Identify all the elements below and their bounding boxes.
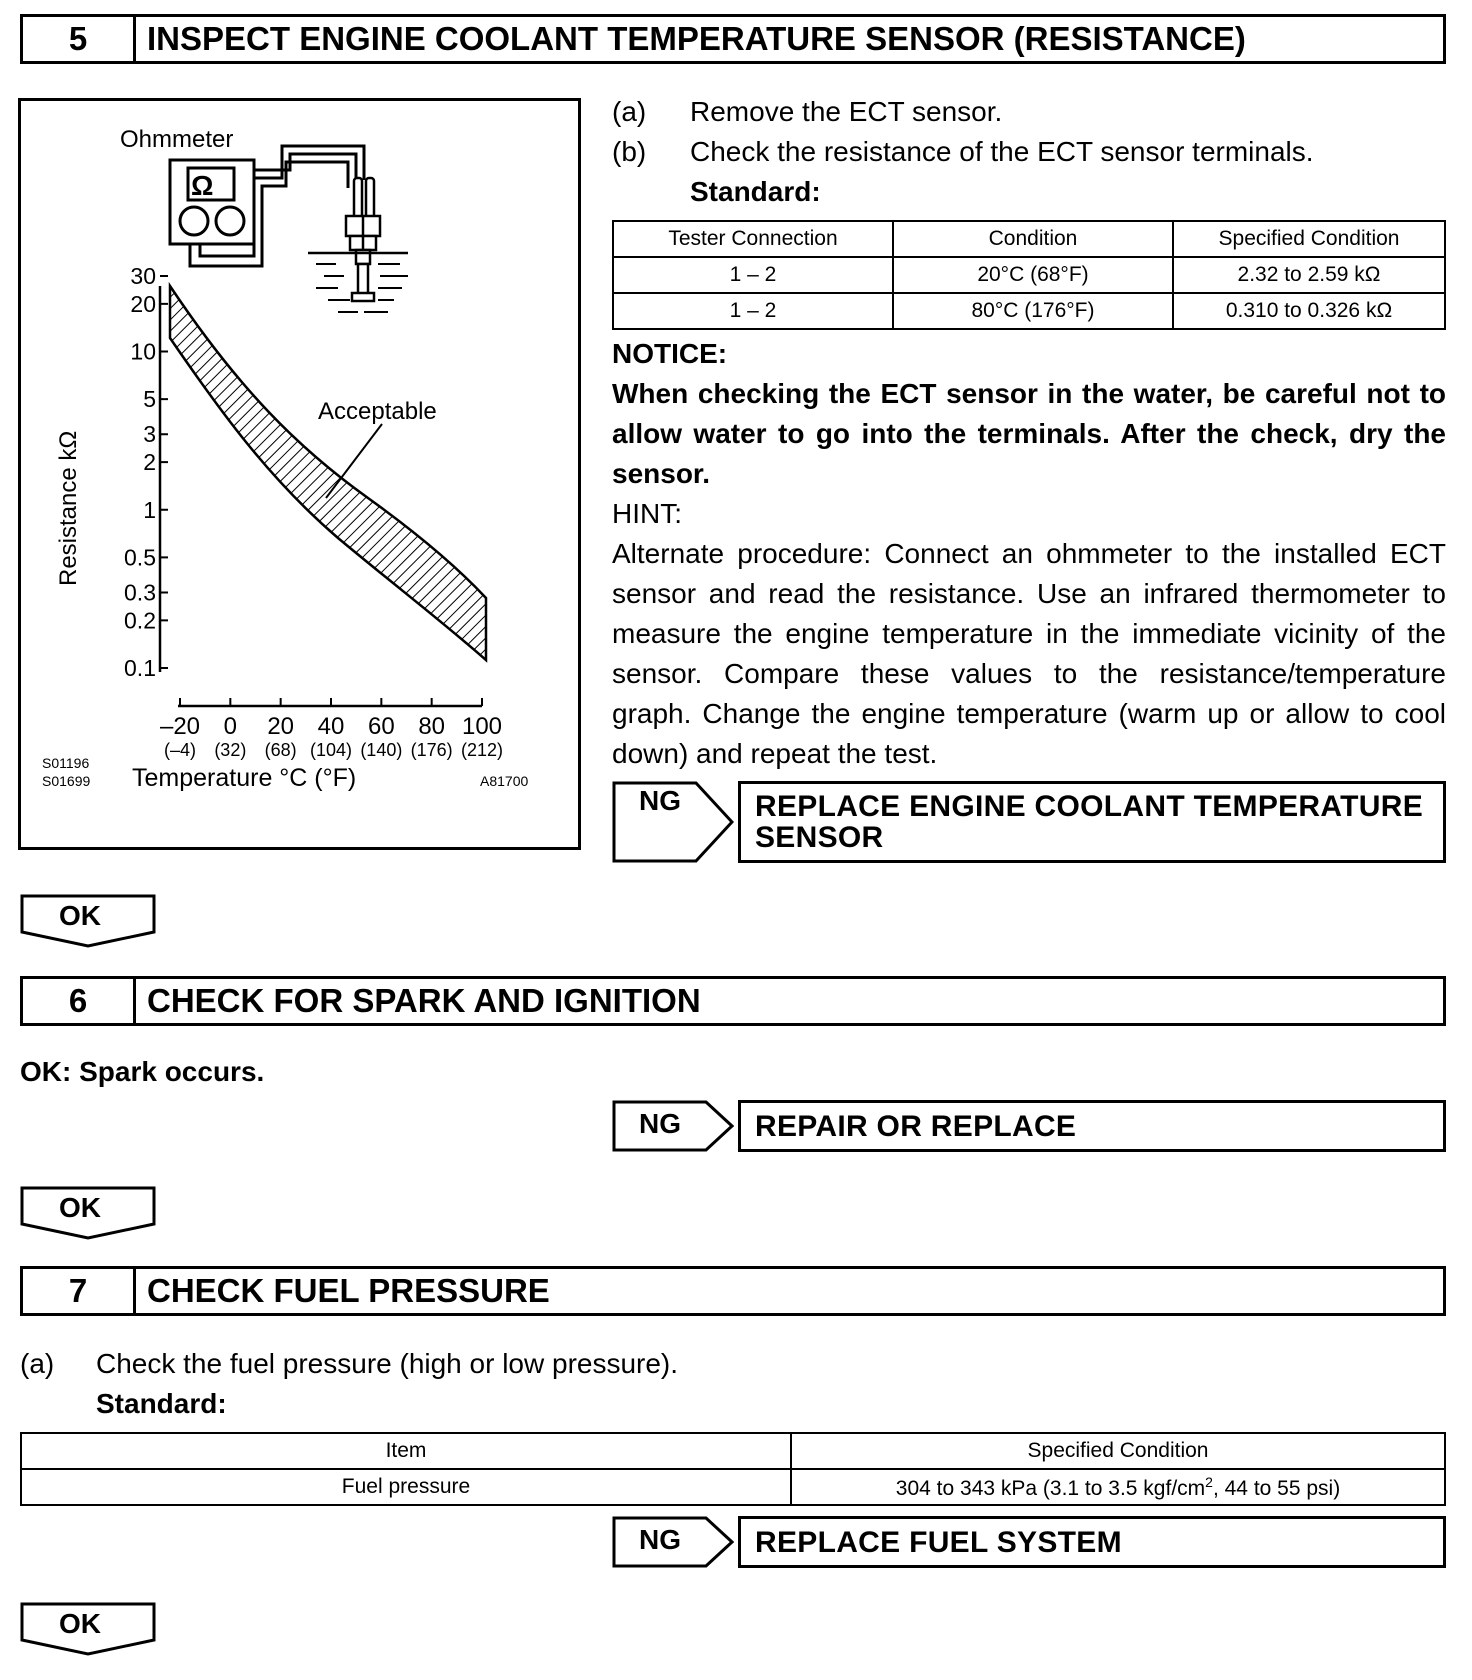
ng-replace-ect-sensor[interactable] xyxy=(612,781,1446,863)
figure-code: A81700 xyxy=(480,773,529,789)
step-6-header xyxy=(20,976,1446,1026)
ref-code-2: S01699 xyxy=(42,773,91,789)
table-cell: 0.310 to 0.326 kΩ xyxy=(1173,293,1445,329)
y-tick-label: 5 xyxy=(143,386,156,413)
y-tick-label: 0.1 xyxy=(124,655,156,681)
x-tick-label-f: (–4) xyxy=(163,740,197,760)
table-header: Tester Connection xyxy=(613,221,893,257)
step-title: CHECK FUEL PRESSURE xyxy=(147,1272,550,1309)
y-tick-label: 0.5 xyxy=(124,544,156,571)
step-number: 6 xyxy=(23,979,136,1023)
table-cell: 80°C (176°F) xyxy=(893,293,1173,329)
standard-label: Standard: xyxy=(690,176,821,207)
ect-spec-table xyxy=(612,220,1446,330)
ok-label: OK xyxy=(59,1608,101,1639)
ng-label: NG xyxy=(639,785,681,816)
x-tick-label-f: (32) xyxy=(214,740,247,760)
step-a-label: (a) xyxy=(20,1348,55,1379)
step-b-label: (b) xyxy=(612,136,647,167)
step-a-text: Check the fuel pressure (high or low pressure). xyxy=(96,1348,679,1379)
x-tick-label-c: –20 xyxy=(159,713,201,740)
x-tick-label-c: 60 xyxy=(367,713,395,740)
acceptable-label: Acceptable xyxy=(318,398,437,425)
step-b-text: Check the resistance of the ECT sensor terminals. xyxy=(690,136,1314,167)
notice-text: When checking the ECT sensor in the water, be careful not to allow water to go into the terminals. After the check, dry the sensor. xyxy=(612,378,1446,489)
ng-label: NG xyxy=(639,1108,681,1139)
ok-condition-text: OK: Spark occurs. xyxy=(20,1056,265,1087)
ok-label: OK xyxy=(59,900,101,931)
table-header-row xyxy=(613,221,1445,257)
y-tick-label: 3 xyxy=(143,421,156,448)
step-a-text: Remove the ECT sensor. xyxy=(690,96,1003,127)
step-5-header xyxy=(20,14,1446,64)
x-tick-label-c: 100 xyxy=(461,713,503,740)
x-tick-label-f: (104) xyxy=(309,740,353,760)
y-axis-label: Resistance kΩ xyxy=(55,430,82,586)
acceptable-band xyxy=(170,286,486,660)
y-tick-label: 0.2 xyxy=(124,607,156,634)
step-a-label: (a) xyxy=(612,96,647,127)
table-header-row xyxy=(21,1433,1445,1469)
step-7-header xyxy=(20,1266,1446,1316)
table-row xyxy=(613,293,1445,329)
hint-label: HINT: xyxy=(612,498,682,529)
ref-code-1: S01196 xyxy=(42,755,90,771)
table-header: Item xyxy=(21,1433,791,1469)
x-tick-label-c: 0 xyxy=(223,713,238,740)
y-tick-label: 30 xyxy=(130,263,156,289)
x-axis-ticks xyxy=(160,698,503,760)
y-tick-label: 20 xyxy=(130,290,156,317)
ng-repair-or-replace[interactable] xyxy=(612,1100,1446,1152)
x-tick-label-c: 40 xyxy=(317,713,345,740)
fuel-pressure-value-b: , 44 to 55 psi) xyxy=(1212,1476,1341,1500)
ect-resistance-figure xyxy=(18,98,581,850)
ok-arrow-step6[interactable] xyxy=(20,1186,156,1240)
ok-arrow-step5[interactable] xyxy=(20,894,156,948)
x-tick-label-f: (212) xyxy=(460,740,504,760)
table-header: Specified Condition xyxy=(1173,221,1445,257)
ng-replace-fuel-system[interactable] xyxy=(612,1516,1446,1568)
y-tick-label: 2 xyxy=(143,449,156,476)
table-cell: 2.32 to 2.59 kΩ xyxy=(1173,257,1445,293)
table-cell: 1 – 2 xyxy=(613,257,893,293)
x-tick-label-f: (176) xyxy=(410,740,453,760)
ng-label: NG xyxy=(639,1524,681,1555)
table-cell: 1 – 2 xyxy=(613,293,893,329)
ng-action: REPAIR OR REPLACE xyxy=(755,1109,1077,1143)
ng-action-line1: REPLACE ENGINE COOLANT TEMPERATURE xyxy=(755,790,1424,823)
fuel-pressure-table xyxy=(20,1432,1446,1506)
fuel-pressure-value-sup: 2 xyxy=(1205,1473,1213,1490)
notice-label: NOTICE: xyxy=(612,338,728,369)
ng-action: REPLACE FUEL SYSTEM xyxy=(755,1525,1122,1559)
ohmmeter-label: Ohmmeter xyxy=(120,126,234,153)
table-cell: Fuel pressure xyxy=(21,1469,791,1505)
table-row xyxy=(613,257,1445,293)
standard-label: Standard: xyxy=(96,1388,227,1419)
table-row xyxy=(21,1469,1445,1505)
table-cell xyxy=(791,1469,1445,1505)
y-axis-ticks xyxy=(124,263,168,681)
fuel-pressure-value-a: 304 to 343 kPa (3.1 to 3.5 kgf/cm xyxy=(895,1476,1206,1500)
ok-arrow-step7[interactable] xyxy=(20,1602,156,1656)
x-axis-label: Temperature °C (°F) xyxy=(132,764,357,792)
table-header: Condition xyxy=(893,221,1173,257)
ohm-symbol: Ω xyxy=(191,170,214,201)
table-header: Specified Condition xyxy=(791,1433,1445,1469)
table-cell: 20°C (68°F) xyxy=(893,257,1173,293)
x-tick-label-f: (68) xyxy=(264,740,297,760)
x-tick-label-f: (140) xyxy=(360,740,403,760)
step-title: INSPECT ENGINE COOLANT TEMPERATURE SENSOR (RESISTANCE) xyxy=(147,20,1246,57)
x-tick-label-c: 20 xyxy=(267,713,295,740)
y-tick-label: 1 xyxy=(143,496,156,523)
step-title: CHECK FOR SPARK AND IGNITION xyxy=(147,982,701,1019)
x-tick-label-c: 80 xyxy=(418,713,446,740)
hint-text: Alternate procedure: Connect an ohmmeter to the installed ECT sensor and read the resistance. Use an infrared thermometer to measure the engine temperature in the immediate vicinity of the sensor. Compare these values to the resistance/temperature graph. Change the engine temperature (warm up or allow to cool down) and repeat the test. xyxy=(612,538,1446,769)
y-tick-label: 0.3 xyxy=(124,579,156,606)
y-tick-label: 10 xyxy=(130,338,156,365)
ng-action-line2: SENSOR xyxy=(755,821,884,854)
step-number: 5 xyxy=(23,17,136,61)
ect-sensor-icon xyxy=(346,178,380,301)
step-number: 7 xyxy=(23,1269,136,1313)
ok-label: OK xyxy=(59,1192,101,1223)
